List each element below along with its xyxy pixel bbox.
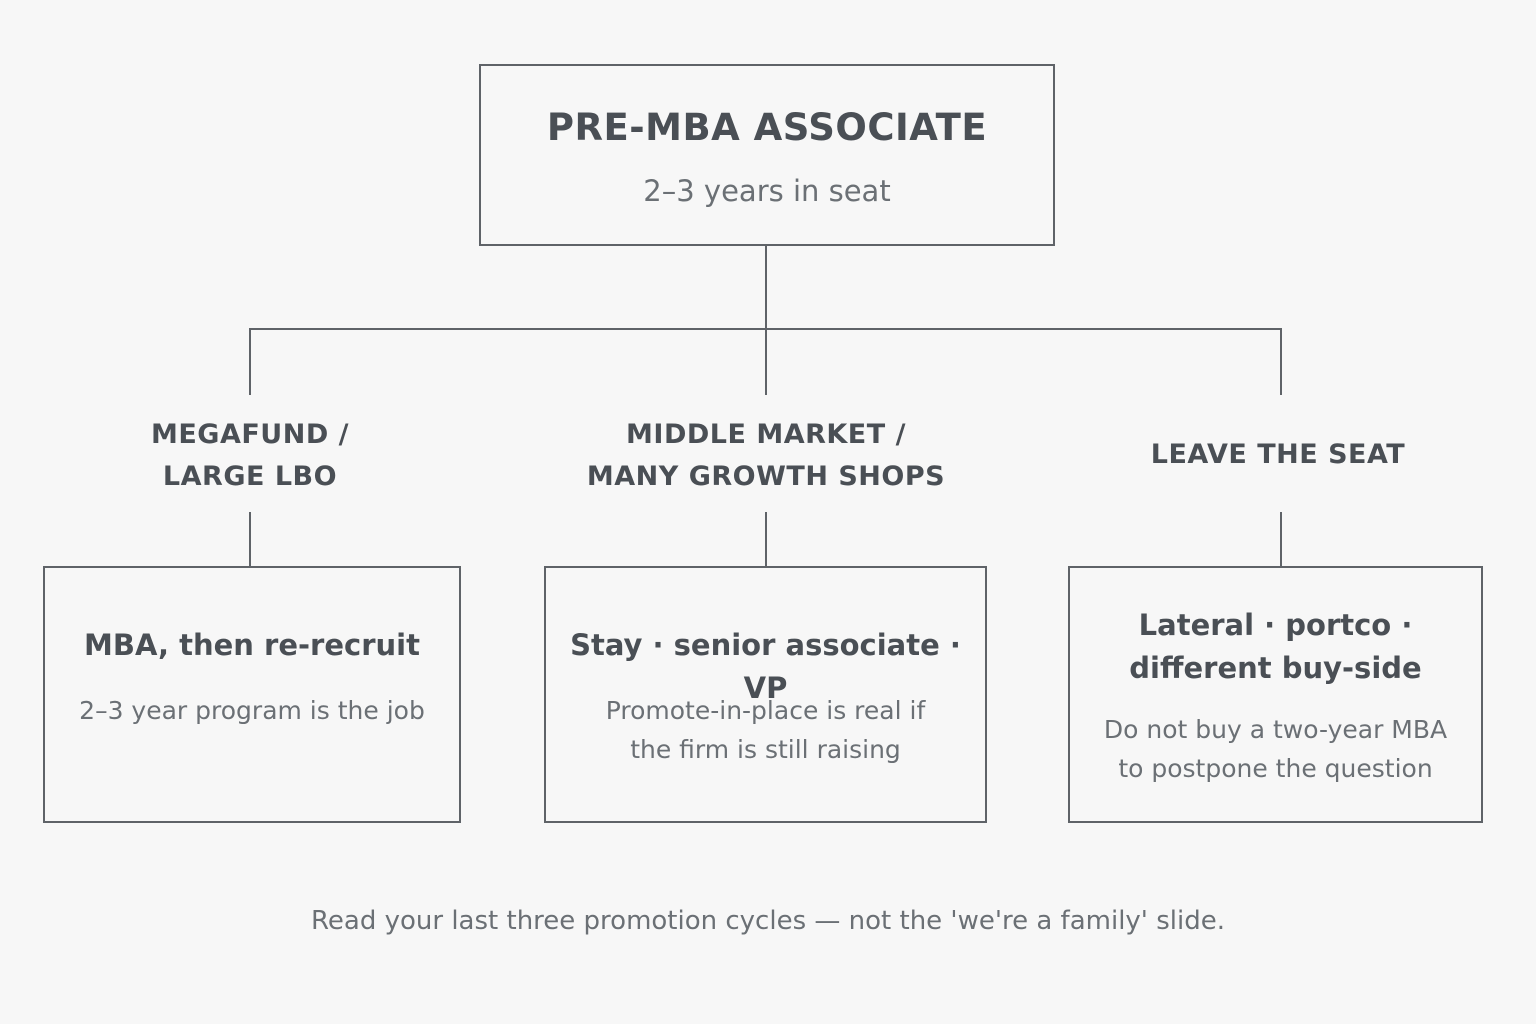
- footer-note: Read your last three promotion cycles — not the 'we're a family' slide.: [311, 906, 1225, 936]
- branch-label-middle-market: [566, 414, 966, 498]
- outcome-title-line: MBA, then re-recruit: [84, 628, 420, 662]
- outcome-title-line: Lateral · portco ·: [1138, 608, 1413, 642]
- outcome-description: [45, 691, 459, 730]
- branch-label-megafund: [100, 414, 400, 498]
- outcome-description-line: the firm is still raising: [630, 735, 901, 764]
- outcome-description: [1070, 710, 1481, 788]
- outcome-description-line: Promote-in-place is real if: [605, 696, 926, 725]
- outcome-box-lateral: [1068, 566, 1483, 823]
- branch-label-line: LEAVE THE SEAT: [1150, 439, 1406, 470]
- branch-label-leave-seat: [1128, 434, 1428, 476]
- outcome-title: [45, 624, 459, 667]
- root-node-box: [479, 64, 1055, 246]
- outcome-description: [546, 691, 985, 769]
- outcome-title: [1070, 604, 1481, 690]
- outcome-title-line: Stay · senior associate · VP: [570, 628, 961, 705]
- branch-label-line: MANY GROWTH SHOPS: [586, 461, 946, 492]
- outcome-title-line: different buy-side: [1129, 651, 1422, 685]
- branch-label-line: LARGE LBO: [162, 461, 338, 492]
- outcome-box-mba: [43, 566, 461, 823]
- outcome-box-stay: [544, 566, 987, 823]
- root-node-title: PRE-MBA ASSOCIATE: [546, 106, 988, 149]
- outcome-description-line: 2–3 year program is the job: [79, 696, 425, 725]
- outcome-description-line: to postpone the question: [1118, 754, 1433, 783]
- branch-label-line: MIDDLE MARKET /: [626, 419, 906, 450]
- branch-label-line: MEGAFUND /: [150, 419, 349, 450]
- outcome-description-line: Do not buy a two-year MBA: [1103, 715, 1448, 744]
- root-node-subtitle: 2–3 years in seat: [643, 174, 891, 208]
